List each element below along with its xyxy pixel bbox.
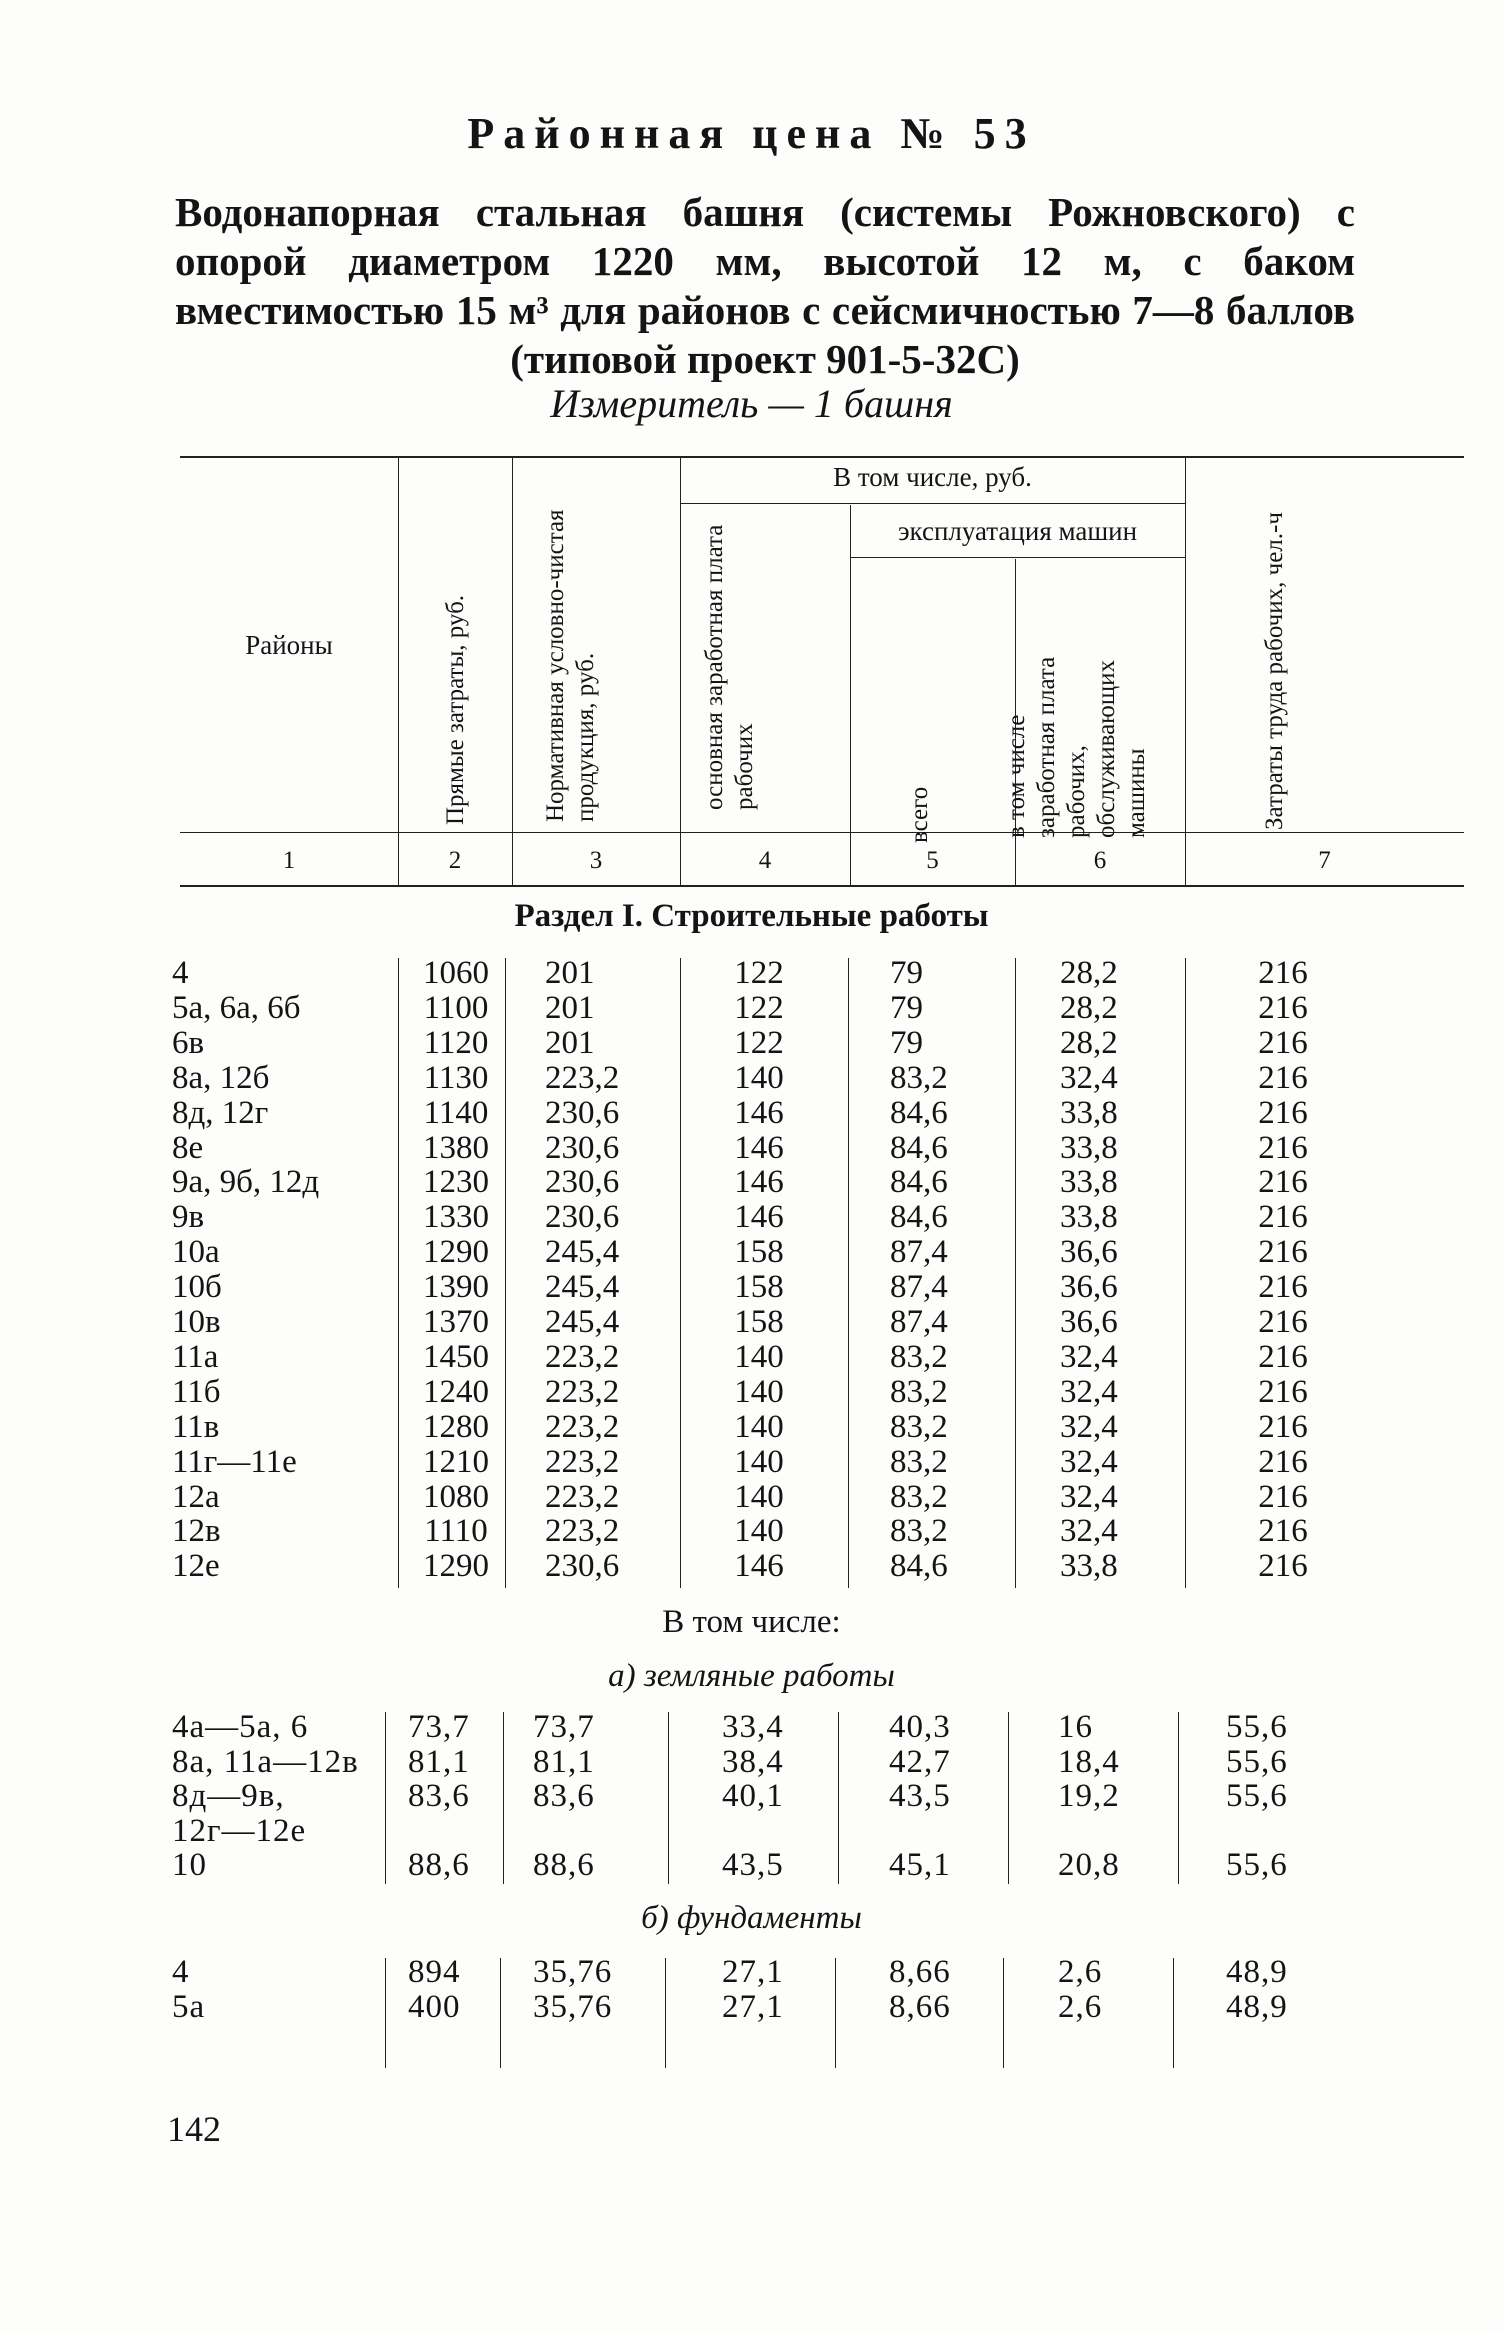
table-cell: 55,6: [1226, 1778, 1288, 1814]
table-cell: 216: [1258, 1478, 1308, 1515]
table-cell: 32,4: [1060, 1338, 1118, 1375]
table-cell: 38,4: [722, 1743, 784, 1780]
table-row: [0, 1745, 1503, 1780]
table-cell: 48,9: [1226, 1988, 1288, 2025]
table-cell: 140: [734, 1513, 784, 1550]
table-row: [0, 1480, 1503, 1515]
table-cell: 216: [1258, 1304, 1308, 1340]
header-incl-rub: В том числе, руб.: [833, 462, 1032, 492]
table-cell: 216: [1258, 1164, 1308, 1201]
table-cell: 223,2: [545, 1443, 620, 1480]
table-cell: 223,2: [545, 1408, 620, 1445]
table-cell: 230,6: [545, 1199, 620, 1236]
table-cell: 1330: [423, 1199, 489, 1236]
table-cell: 83,6: [533, 1778, 595, 1814]
table-cell: 27,1: [722, 1954, 784, 1990]
table-cell: 9в: [172, 1199, 205, 1236]
table-cell: 83,2: [890, 1059, 948, 1096]
table-cell: 83,2: [890, 1408, 948, 1445]
table-cell: 32,4: [1060, 1443, 1118, 1480]
table-cell: 894: [408, 1954, 461, 1990]
header-divider-4: [850, 505, 851, 885]
table-row: [0, 1165, 1503, 1200]
table-cell: 1290: [423, 1234, 489, 1271]
table-cell: 35,76: [533, 1954, 613, 1990]
table-cell: 1450: [423, 1338, 489, 1375]
table-cell: 201: [545, 989, 595, 1026]
table-cell: 1100: [423, 989, 489, 1026]
table-cell: 1390: [423, 1269, 489, 1306]
table-cell: 42,7: [889, 1743, 951, 1780]
table-cell: 216: [1258, 1199, 1308, 1236]
table-cell: 216: [1258, 1443, 1308, 1480]
header-incl-wage: в том числе заработная плата рабочих, обслуживающих машины: [1003, 656, 1150, 838]
table-cell: 140: [734, 1443, 784, 1480]
table-cell: 201: [545, 955, 595, 991]
table-cell: 216: [1258, 1059, 1308, 1096]
table-cell: 146: [734, 1094, 784, 1131]
table-row: [0, 1131, 1503, 1166]
table-cell: 33,4: [722, 1709, 784, 1745]
table-row: [0, 1514, 1503, 1549]
table-cell: 36,6: [1060, 1234, 1118, 1271]
table-cell: 55,6: [1226, 1709, 1288, 1745]
table-cell: 1060: [423, 955, 489, 991]
header-divider-6: [1185, 458, 1186, 885]
table-row: [0, 1779, 1503, 1814]
table-cell: 216: [1258, 1513, 1308, 1550]
table-row: [0, 1235, 1503, 1270]
table-row: [0, 956, 1503, 991]
table-row: [0, 1710, 1503, 1745]
table-cell: 1280: [423, 1408, 489, 1445]
column-number-4: 4: [758, 847, 772, 874]
table-cell: 83,6: [408, 1778, 470, 1814]
header-base-wage: основная заработная плата рабочих: [701, 524, 758, 810]
table-cell: 16: [1058, 1709, 1093, 1745]
table-cell: 230,6: [545, 1164, 620, 1201]
header-machine-op: эксплуатация машин: [897, 516, 1138, 546]
table-cell: 11г—11е: [172, 1443, 297, 1480]
table-cell: 223,2: [545, 1059, 620, 1096]
table-cell: 36,6: [1060, 1269, 1118, 1306]
table-cell: 83,2: [890, 1478, 948, 1515]
page-number: 142: [167, 2109, 221, 2149]
table-row: [0, 1270, 1503, 1305]
table-cell: 216: [1258, 1129, 1308, 1166]
table-row: [0, 1340, 1503, 1375]
table-cell: 216: [1258, 1094, 1308, 1131]
header-rule-incl: [680, 503, 1185, 504]
table-cell: 223,2: [545, 1478, 620, 1515]
table-cell: 223,2: [545, 1338, 620, 1375]
table-cell: 11а: [172, 1338, 219, 1375]
price-title: Районная цена № 53: [467, 109, 1036, 158]
table-cell: 73,7: [408, 1709, 470, 1745]
table-row: [0, 1096, 1503, 1131]
table-cell: 10: [172, 1847, 207, 1883]
column-number-1: 1: [282, 847, 296, 874]
table-cell: 4: [172, 1954, 190, 1990]
table-cell: 216: [1258, 955, 1308, 991]
table-cell: 33,8: [1060, 1199, 1118, 1236]
table-cell: 18,4: [1058, 1743, 1120, 1780]
header-regions: Районы: [245, 630, 333, 660]
table-cell: 11б: [172, 1373, 221, 1410]
table-cell: 88,6: [533, 1847, 595, 1883]
section-title: Раздел I. Строительные работы: [514, 898, 989, 934]
table-cell: 1130: [423, 1059, 489, 1096]
table-row: [0, 1814, 1503, 1849]
table-cell: 146: [734, 1548, 784, 1585]
document-subtitle: Водонапорная стальная башня (системы Рожновского) с опорой диаметром 1220 мм, высотой 12 м, с баком вместимостью 15 м³ для районов с сейсмичностью 7—8 баллов (типовой проект 901-5-32С): [175, 189, 1355, 382]
table-cell: 8,66: [889, 1954, 951, 1990]
header-rule-machines: [850, 557, 1185, 558]
header-rule-colnums: [180, 885, 1464, 887]
table-cell: 140: [734, 1338, 784, 1375]
table-cell: 40,3: [889, 1709, 951, 1745]
table-cell: 216: [1258, 1373, 1308, 1410]
table-row: [0, 1410, 1503, 1445]
header-top-rule: [180, 456, 1464, 458]
table-cell: 83,2: [890, 1373, 948, 1410]
table-cell: 4а—5а, 6: [172, 1709, 309, 1745]
table-cell: 87,4: [890, 1269, 948, 1306]
table-row: [0, 1375, 1503, 1410]
table-cell: 79: [890, 1024, 923, 1061]
table-cell: 28,2: [1060, 1024, 1118, 1061]
table-cell: 140: [734, 1478, 784, 1515]
table-cell: 245,4: [545, 1269, 620, 1306]
table-cell: 230,6: [545, 1094, 620, 1131]
table-cell: 83,2: [890, 1338, 948, 1375]
table-cell: 12е: [172, 1548, 220, 1585]
table-cell: 9а, 9б, 12д: [172, 1164, 320, 1201]
table-cell: 43,5: [889, 1778, 951, 1814]
table-cell: 5а: [172, 1988, 206, 2025]
table-cell: 146: [734, 1164, 784, 1201]
table-cell: 12в: [172, 1513, 221, 1550]
foundations-title: б) фундаменты: [641, 1900, 862, 1936]
header-normative-output: Нормативная условно-чистая продукция, руб.: [542, 509, 599, 822]
table-row: [0, 1955, 1503, 1990]
table-cell: 122: [734, 989, 784, 1026]
table-cell: 33,8: [1060, 1164, 1118, 1201]
table-cell: 216: [1258, 1548, 1308, 1585]
table-cell: 40,1: [722, 1778, 784, 1814]
table-cell: 19,2: [1058, 1778, 1120, 1814]
table-cell: 216: [1258, 989, 1308, 1026]
column-number-2: 2: [448, 847, 462, 874]
table-cell: 10а: [172, 1234, 220, 1271]
table-cell: 45,1: [889, 1847, 951, 1883]
table-cell: 33,8: [1060, 1129, 1118, 1166]
header-divider-1: [398, 458, 399, 885]
table-cell: 2,6: [1058, 1988, 1103, 2025]
table-cell: 245,4: [545, 1234, 620, 1271]
table-cell: 140: [734, 1059, 784, 1096]
table-row: [0, 1026, 1503, 1061]
table-row: [0, 1445, 1503, 1480]
header-divider-2: [512, 458, 513, 885]
table-cell: 10в: [172, 1304, 221, 1340]
table-row: [0, 1200, 1503, 1235]
table-cell: 8,66: [889, 1988, 951, 2025]
table-cell: 8а, 12б: [172, 1059, 270, 1096]
table-cell: 8а, 11а—12в: [172, 1743, 359, 1780]
table-cell: 201: [545, 1024, 595, 1061]
table-cell: 84,6: [890, 1199, 948, 1236]
table-cell: 83,2: [890, 1443, 948, 1480]
table-cell: 8е: [172, 1129, 204, 1166]
table-cell: 48,9: [1226, 1954, 1288, 1990]
column-number-3: 3: [589, 847, 603, 874]
table-cell: 8д, 12г: [172, 1094, 269, 1131]
table-cell: 1230: [423, 1164, 489, 1201]
table-cell: 216: [1258, 1024, 1308, 1061]
table-row: [0, 1061, 1503, 1096]
table-cell: 33,8: [1060, 1548, 1118, 1585]
table-cell: 32,4: [1060, 1478, 1118, 1515]
table-cell: 81,1: [533, 1743, 595, 1780]
table-cell: 1080: [423, 1478, 489, 1515]
table-cell: 1240: [423, 1373, 489, 1410]
table-row: [0, 1549, 1503, 1584]
table-cell: 216: [1258, 1338, 1308, 1375]
table-cell: 122: [734, 955, 784, 991]
table-cell: 84,6: [890, 1164, 948, 1201]
table-cell: 55,6: [1226, 1743, 1288, 1780]
unit-of-measure: Измеритель — 1 башня: [550, 381, 953, 426]
column-number-6: 6: [1093, 847, 1107, 874]
table-cell: 12г—12е: [172, 1812, 307, 1849]
table-cell: 216: [1258, 1408, 1308, 1445]
table-row: [0, 1305, 1503, 1340]
table-cell: 87,4: [890, 1234, 948, 1271]
table-cell: 245,4: [545, 1304, 620, 1340]
table-cell: 83,2: [890, 1513, 948, 1550]
table-cell: 55,6: [1226, 1847, 1288, 1883]
table-cell: 79: [890, 955, 923, 991]
table-cell: 230,6: [545, 1548, 620, 1585]
table-cell: 6в: [172, 1024, 205, 1061]
table-cell: 28,2: [1060, 989, 1118, 1026]
table-cell: 32,4: [1060, 1408, 1118, 1445]
table-cell: 84,6: [890, 1129, 948, 1166]
table-cell: 88,6: [408, 1847, 470, 1883]
table-cell: 81,1: [408, 1743, 470, 1780]
table-cell: 4: [172, 955, 189, 991]
table-cell: 216: [1258, 1269, 1308, 1306]
table-cell: 73,7: [533, 1709, 595, 1745]
table-cell: 146: [734, 1199, 784, 1236]
table-cell: 84,6: [890, 1094, 948, 1131]
table-cell: 1380: [423, 1129, 489, 1166]
table-cell: 140: [734, 1408, 784, 1445]
table-cell: 32,4: [1060, 1373, 1118, 1410]
earthworks-title: а) земляные работы: [608, 1658, 895, 1694]
table-cell: 20,8: [1058, 1847, 1120, 1883]
table-row: [0, 1990, 1503, 2025]
table-cell: 5а, 6а, 6б: [172, 989, 301, 1026]
table-cell: 400: [408, 1988, 461, 2025]
table-cell: 140: [734, 1373, 784, 1410]
table-cell: 35,76: [533, 1988, 613, 2025]
table-cell: 33,8: [1060, 1094, 1118, 1131]
table-cell: 10б: [172, 1269, 222, 1306]
table-cell: 84,6: [890, 1548, 948, 1585]
table-cell: 87,4: [890, 1304, 948, 1340]
table-cell: 28,2: [1060, 955, 1118, 991]
column-number-7: 7: [1318, 847, 1331, 874]
table-cell: 36,6: [1060, 1304, 1118, 1340]
table-cell: 8д—9в,: [172, 1778, 285, 1814]
table-cell: 32,4: [1060, 1513, 1118, 1550]
table-cell: 146: [734, 1129, 784, 1166]
table-cell: 1120: [423, 1024, 489, 1061]
table-cell: 32,4: [1060, 1059, 1118, 1096]
table-cell: 1140: [423, 1094, 489, 1131]
table-row: [0, 1848, 1503, 1883]
table-cell: 79: [890, 989, 923, 1026]
column-number-5: 5: [926, 847, 939, 874]
table-cell: 12а: [172, 1478, 220, 1515]
table-cell: 223,2: [545, 1513, 620, 1550]
header-rule-bottom: [180, 832, 1464, 833]
table-cell: 158: [734, 1234, 784, 1271]
table-cell: 2,6: [1058, 1954, 1103, 1990]
table-cell: 1370: [423, 1304, 489, 1340]
table-cell: 158: [734, 1269, 784, 1306]
table-cell: 1110: [424, 1513, 488, 1550]
header-labor-costs: Затраты труда рабочих, чел.-ч: [1261, 512, 1288, 830]
table-cell: 11в: [172, 1408, 220, 1445]
including-label: В том числе:: [662, 1604, 841, 1640]
header-direct-costs: Прямые затраты, руб.: [442, 594, 469, 825]
table-cell: 1290: [423, 1548, 489, 1585]
table-cell: 43,5: [722, 1847, 784, 1883]
header-divider-3: [680, 458, 681, 885]
header-total: всего: [906, 786, 933, 843]
table-cell: 1210: [423, 1443, 489, 1480]
table-cell: 230,6: [545, 1129, 620, 1166]
table-cell: 27,1: [722, 1988, 784, 2025]
table-cell: 216: [1258, 1234, 1308, 1271]
table-cell: 122: [734, 1024, 784, 1061]
table-row: [0, 991, 1503, 1026]
table-cell: 158: [734, 1304, 784, 1340]
table-cell: 223,2: [545, 1373, 620, 1410]
